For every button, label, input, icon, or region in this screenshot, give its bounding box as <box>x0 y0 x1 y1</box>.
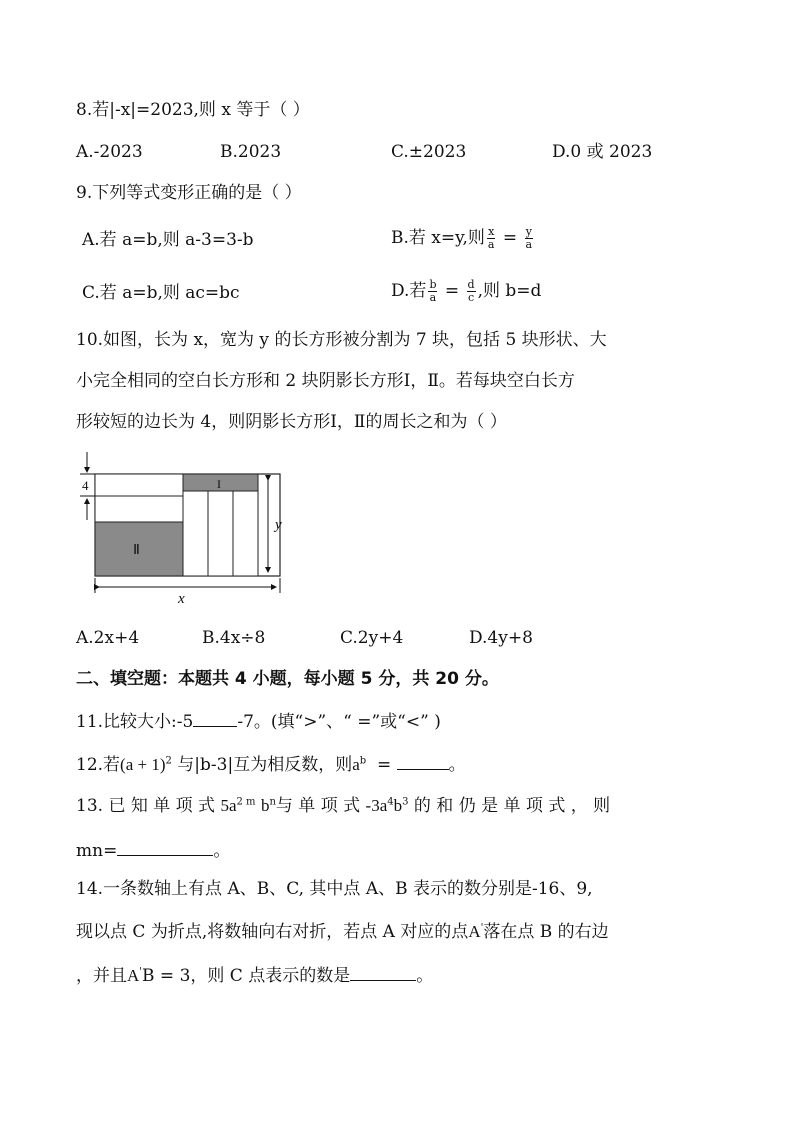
q11-suffix: -7。(填“>”、“ =”或“<” ) <box>237 712 441 732</box>
q12-equals: = <box>376 755 392 775</box>
q14-line2-a: 现以点 C 为折点,将数轴向右对折，若点 A 对应的点 <box>76 922 469 942</box>
q8-option-a: A.-2023 <box>76 142 143 162</box>
q11-prefix: 11.比较大小:-5 <box>76 712 194 732</box>
q14-line2-b: 落在点 B 的右边 <box>483 922 609 942</box>
q13-term1-exp1: 2 m <box>236 796 256 808</box>
q12-pow-exp: b <box>359 755 367 767</box>
label-I: I <box>217 477 221 491</box>
q9-option-d-fraction-1: $\frac{b}{a}$ <box>429 278 437 304</box>
q13-term2-exp1: 4 <box>387 796 394 808</box>
q9-option-d-fraction-2: $\frac{d}{c}$ <box>467 278 475 304</box>
q13-mid: 与 单 项 式 <box>275 796 361 816</box>
q11 <box>76 708 441 734</box>
q14-line-1: 14.一条数轴上有点 A、B、C, 其中点 A、B 表示的数分别是-16、9, <box>76 879 593 899</box>
q12-end: 。 <box>448 755 466 775</box>
q14-line3-b: B = 3，则 C 点表示的数是 <box>142 966 351 986</box>
label-x: x <box>178 591 185 607</box>
q10-line-1: 10.如图，长为 x，宽为 y 的长方形被分割为 7 块，包括 5 块形状、大 <box>76 330 607 350</box>
q14-line3-point: A <box>127 966 140 985</box>
q14-line-2 <box>76 920 609 944</box>
q9-option-c: C.若 a=b,则 ac=bc <box>82 283 240 303</box>
q12-mid: 与|b-3|互为相反数，则 <box>177 755 353 775</box>
q13-suffix: 的 和 仍 是 单 项 式 ， 则 <box>413 796 611 816</box>
q9-option-b <box>391 226 535 251</box>
q12 <box>76 751 466 777</box>
q14-line3-end: 。 <box>416 966 434 986</box>
q9-option-b-equals: = <box>502 228 518 248</box>
blank-rect-vertical-1 <box>183 491 208 576</box>
q9-option-d-prefix: D.若 <box>391 281 427 301</box>
q10-option-a: A.2x+4 <box>76 628 140 648</box>
q10-rectangle-figure <box>70 448 300 608</box>
q13-line2-end: 。 <box>213 841 231 861</box>
q14-line2-prime: ' <box>480 922 484 934</box>
q9-stem: 9.下列等式变形正确的是（ ） <box>76 183 302 203</box>
q14-line2-point: A <box>468 922 481 941</box>
q8-option-c: C.±2023 <box>391 142 467 162</box>
q13-line-1 <box>76 794 610 818</box>
label-4: 4 <box>82 478 89 493</box>
blank-rect-top-left-2 <box>95 496 183 522</box>
q14-line3-prime: ' <box>139 966 143 978</box>
blank-rect-vertical-2 <box>208 491 233 576</box>
q13-term2-exp2: 3 <box>402 796 409 808</box>
q9-option-d <box>391 279 541 304</box>
q9-option-b-fraction-2: $\frac{y}{a}$ <box>525 225 533 251</box>
q14-line-3 <box>76 962 433 988</box>
q10-option-b: B.4x÷8 <box>202 628 266 648</box>
label-y: y <box>275 517 282 533</box>
q12-base: (a + 1) <box>120 755 166 774</box>
q8-option-d: D.0 或 2023 <box>552 142 653 162</box>
q9-option-a: A.若 a=b,则 a-3=3-b <box>82 230 254 250</box>
section-2-heading: 二、填空题：本题共 4 小题，每小题 5 分，共 20 分。 <box>76 669 499 689</box>
q9-option-b-prefix: B.若 x=y,则 <box>391 228 485 248</box>
q12-pow-base: a <box>352 755 360 774</box>
q13-term2: -3a <box>365 796 388 815</box>
q13-term1-b: b <box>260 796 270 815</box>
q13-term1-exp2: n <box>269 796 276 808</box>
q9-option-b-fraction-1: $\frac{x}{a}$ <box>487 225 495 251</box>
q10-line-3: 形较短的边长为 4，则阴影长方形Ⅰ，Ⅱ的周长之和为（ ） <box>76 412 507 432</box>
q10-option-d: D.4y+8 <box>469 628 533 648</box>
label-II: Ⅱ <box>133 543 140 558</box>
q8-stem: 8.若|-x|=2023,则 x 等于（ ） <box>76 100 310 120</box>
q13-line2-prefix: mn= <box>76 841 118 861</box>
q13-term1-coef: 5a <box>220 796 237 815</box>
blank-rect-vertical-3 <box>233 491 258 576</box>
q13-term2-b: b <box>393 796 403 815</box>
q14-line3-a: ，并且 <box>76 966 127 986</box>
q11-answer-blank[interactable] <box>193 708 237 727</box>
q12-answer-blank[interactable] <box>397 751 449 770</box>
q13-answer-blank[interactable] <box>117 837 213 856</box>
q13-line-2 <box>76 837 230 863</box>
q8-option-b: B.2023 <box>220 142 282 162</box>
q14-answer-blank[interactable] <box>350 962 416 981</box>
blank-rect-top-left-1 <box>95 474 183 496</box>
q10-option-c: C.2y+4 <box>340 628 404 648</box>
q9-option-d-equals: = <box>444 281 460 301</box>
q12-prefix: 12.若 <box>76 755 121 775</box>
q10-line-2: 小完全相同的空白长方形和 2 块阴影长方形Ⅰ，Ⅱ。若每块空白长方 <box>76 371 575 391</box>
q13-prefix: 13. 已 知 单 项 式 <box>76 796 216 816</box>
q12-exp: 2 <box>165 755 172 767</box>
q9-option-d-suffix: ,则 b=d <box>477 281 542 301</box>
